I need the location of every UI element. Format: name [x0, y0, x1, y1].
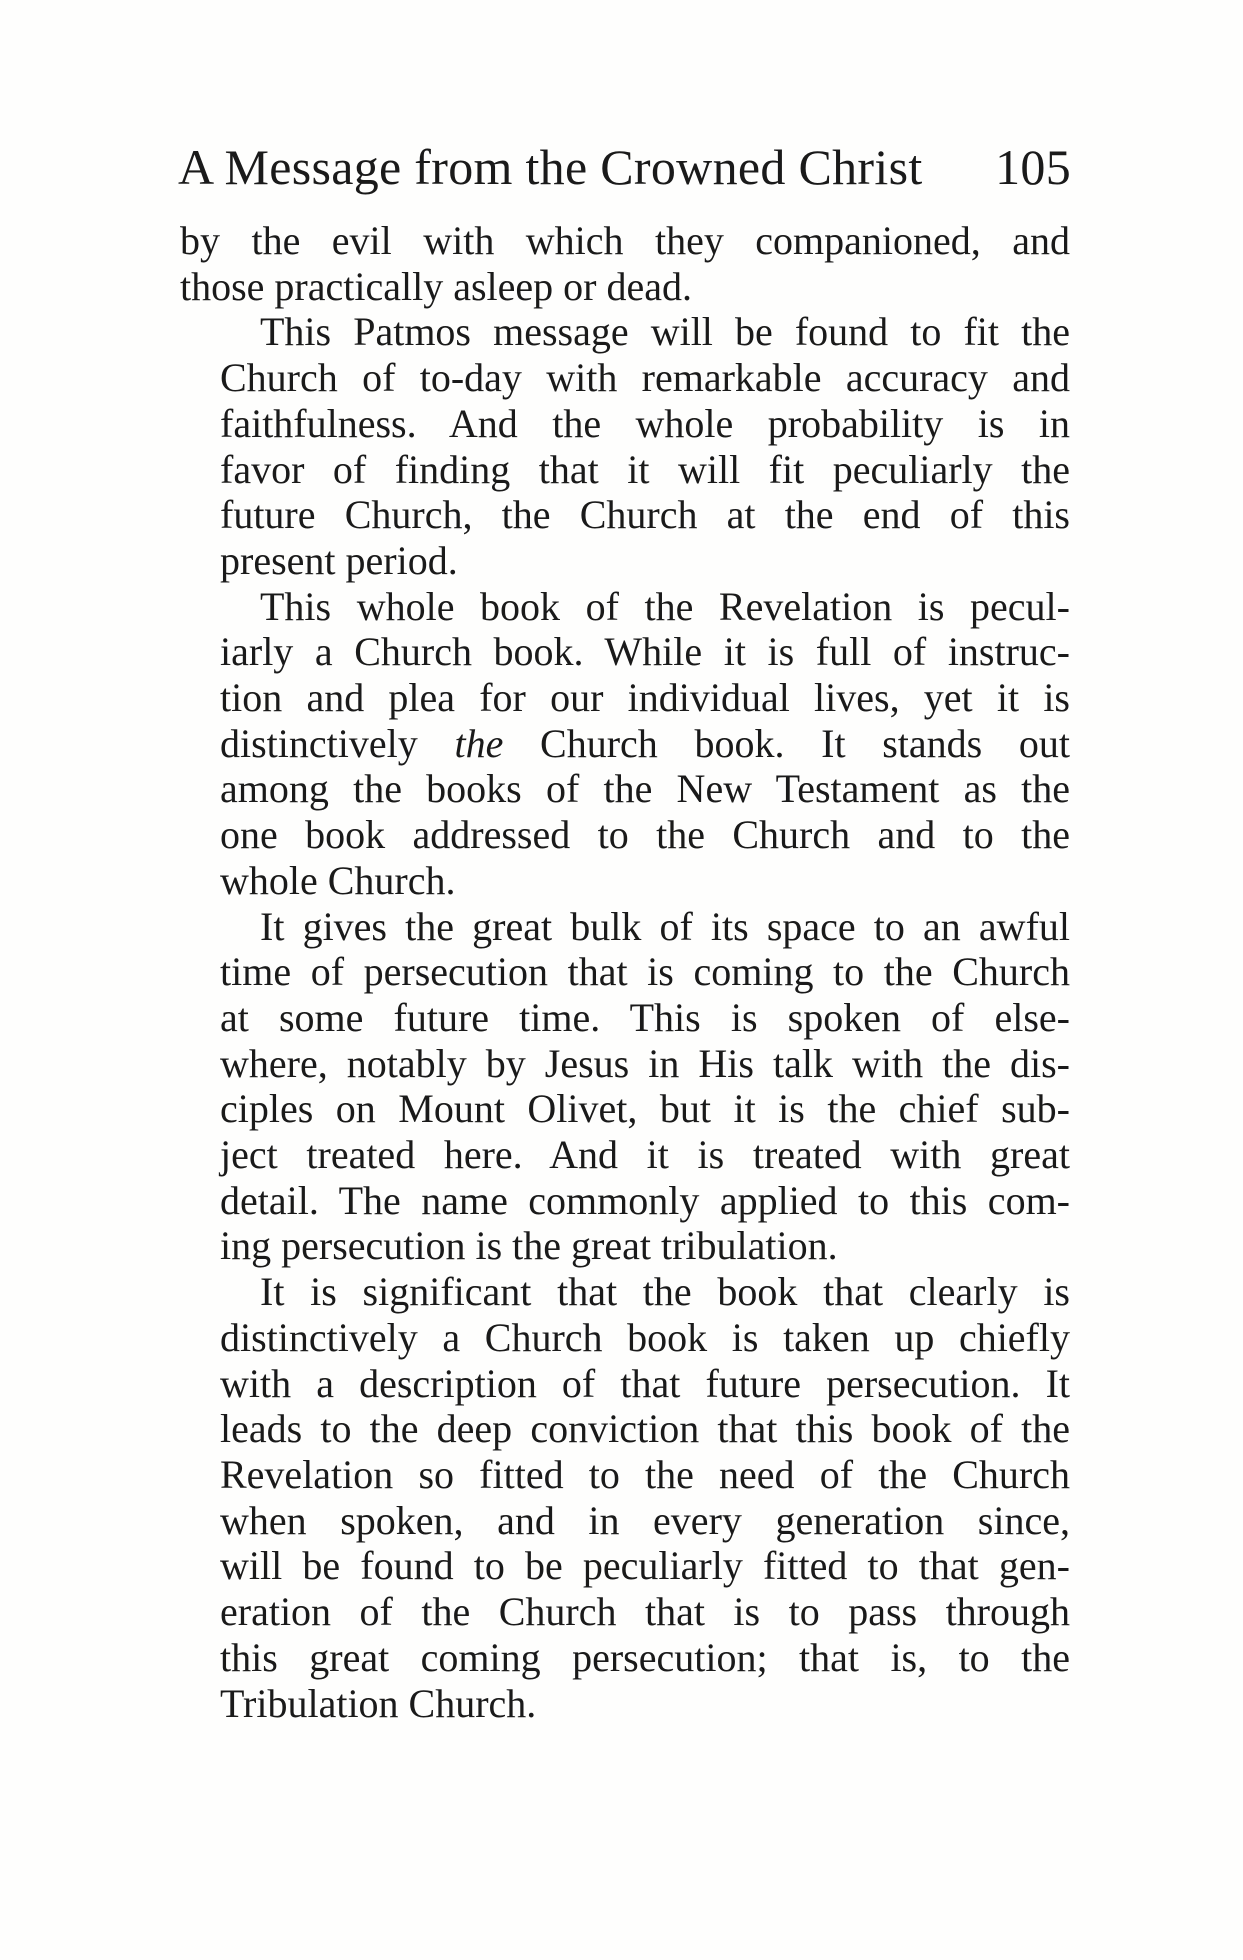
text-line: ing persecution is the great tribulation. — [220, 1223, 838, 1269]
text-line: with a description of that future persecution. It — [220, 1360, 1070, 1406]
text-line: distinctively a Church book is taken up chiefly — [220, 1314, 1070, 1360]
text-line: This Patmos message will be found to fit the — [260, 309, 1070, 355]
text-line: detail. The name commonly applied to this com- — [220, 1177, 1070, 1223]
text-line: by the evil with which they companioned, and — [180, 218, 1070, 263]
text-line: It is significant that the book that clearly is — [260, 1269, 1070, 1315]
text-line: those practically asleep or dead. — [180, 263, 692, 309]
text-line: when spoken, and in every generation since, — [220, 1497, 1070, 1543]
text-line: among the books of the New Testament as the — [220, 766, 1070, 812]
paragraph-2 — [180, 309, 1070, 583]
text-line: Tribulation Church. — [220, 1680, 537, 1726]
italic-word: the — [454, 720, 504, 766]
text-line: This whole book of the Revelation is pecul- — [260, 583, 1070, 629]
paragraph-4 — [180, 904, 1070, 1270]
text-line: Church of to-day with remarkable accuracy and — [220, 355, 1070, 401]
text-line: future Church, the Church at the end of this — [220, 492, 1070, 538]
text-line: Revelation so fitted to the need of the Church — [220, 1451, 1070, 1497]
text-fragment: Church book. It stands out — [540, 720, 1071, 766]
text-line: present period. — [220, 537, 458, 583]
text-line: whole Church. — [220, 857, 456, 903]
running-head-title: A Message from the Crowned Christ — [178, 139, 923, 195]
text-line: ciples on Mount Olivet, but it is the chief sub- — [220, 1086, 1070, 1132]
text-line: time of persecution that is coming to the Church — [220, 949, 1070, 995]
text-fragment: distinctively — [220, 720, 418, 766]
paragraph-3 — [180, 584, 1070, 904]
paragraph-1 — [180, 218, 1070, 309]
text-line: favor of finding that it will fit peculiarly the — [220, 446, 1070, 492]
text-line: iarly a Church book. While it is full of instruc- — [220, 629, 1070, 675]
text-line: will be found to be peculiarly fitted to that gen- — [220, 1543, 1070, 1589]
text-line: leads to the deep conviction that this book of the — [220, 1406, 1070, 1452]
text-line: tion and plea for our individual lives, yet it is — [220, 675, 1070, 721]
text-line: It gives the great bulk of its space to an awful — [260, 903, 1070, 949]
body-text — [180, 218, 1070, 1726]
running-head — [178, 138, 1071, 194]
text-line: at some future time. This is spoken of else- — [220, 994, 1070, 1040]
text-line: one book addressed to the Church and to the — [220, 812, 1070, 858]
text-line: where, notably by Jesus in His talk with the dis- — [220, 1040, 1070, 1086]
text-line: this great coming persecution; that is, to the — [220, 1634, 1070, 1680]
text-line: faithfulness. And the whole probability is in — [220, 400, 1070, 446]
paragraph-5 — [180, 1269, 1070, 1726]
page-number: 105 — [995, 139, 1071, 195]
text-line — [180, 721, 1070, 767]
text-line: ject treated here. And it is treated with great — [220, 1132, 1070, 1178]
text-line: eration of the Church that is to pass through — [220, 1589, 1070, 1635]
